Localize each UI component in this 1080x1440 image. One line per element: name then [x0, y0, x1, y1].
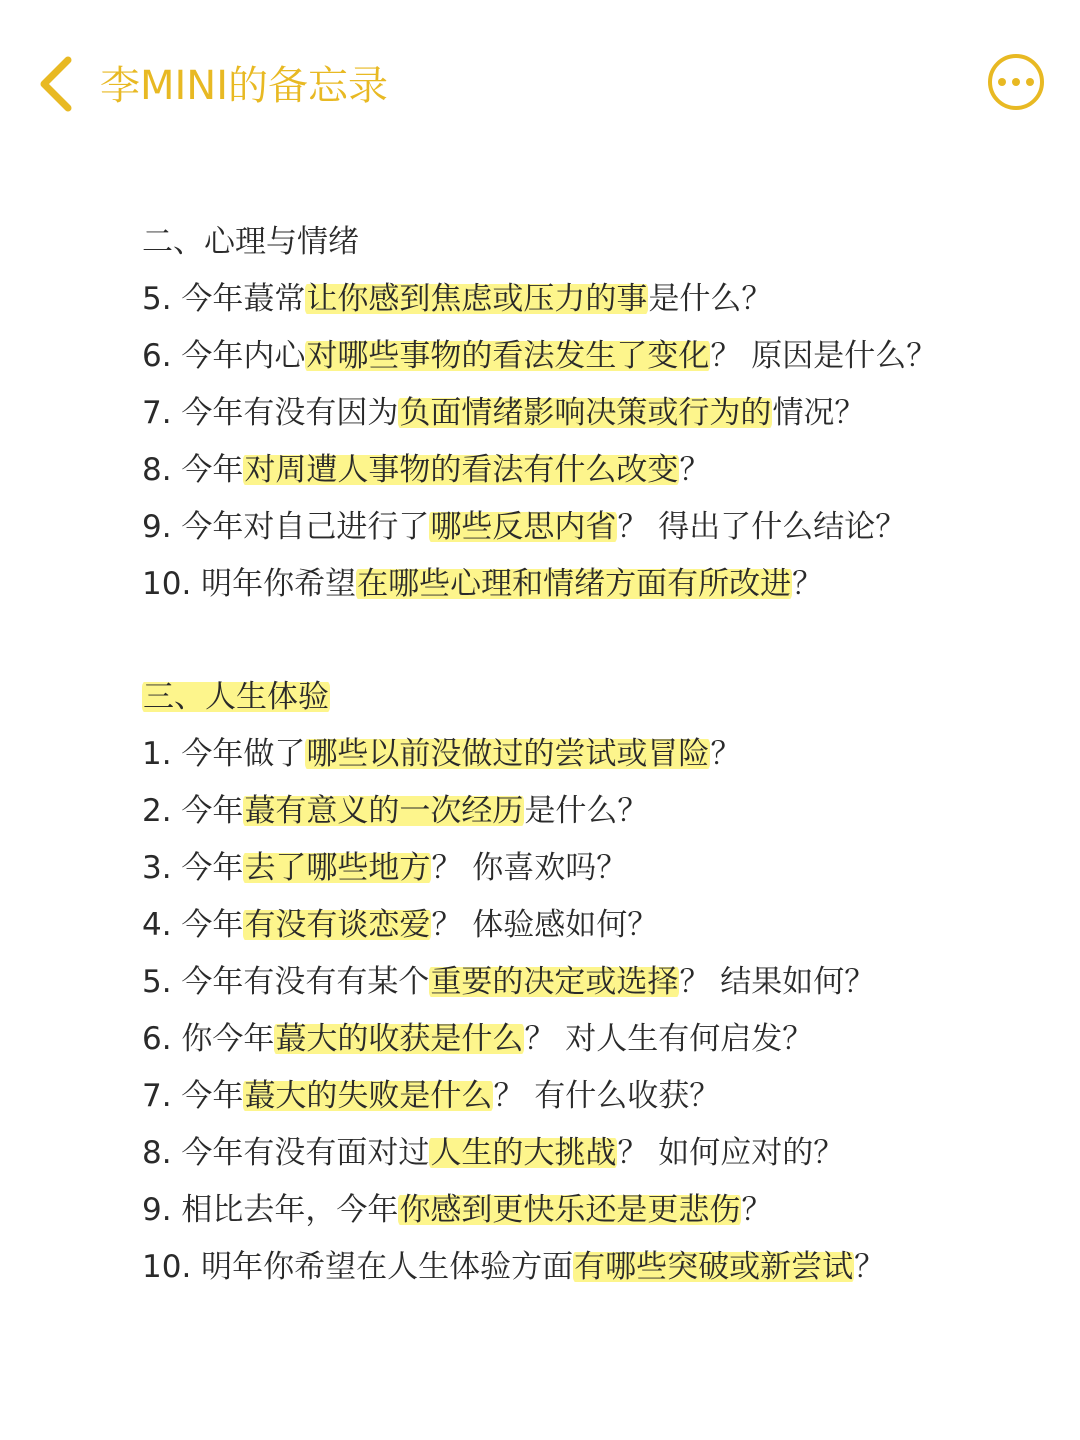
- list-item: [142, 1182, 1042, 1239]
- list-item: [142, 499, 1042, 556]
- more-dot: [1026, 78, 1034, 86]
- item-highlight: 有没有谈恋爱: [244, 907, 431, 943]
- item-text: 1. 今年做了: [142, 736, 306, 772]
- item-text: 情况？: [772, 395, 866, 431]
- more-horizontal-icon: [998, 78, 1006, 86]
- item-highlight: 有哪些突破或新尝试: [574, 1249, 854, 1285]
- item-highlight: 蕞大的收获是什么: [275, 1021, 524, 1057]
- item-text: ？: [741, 1192, 773, 1228]
- page-title: 李MINI的备忘录: [100, 63, 389, 109]
- item-text: 10. 明年你希望在人生体验方面: [142, 1249, 574, 1285]
- note-body: [142, 214, 1042, 1296]
- item-text: 2. 今年: [142, 793, 244, 829]
- list-item: [142, 897, 1042, 954]
- item-text: 7. 今年: [142, 1078, 244, 1114]
- item-highlight: 在哪些心理和情绪方面有所改进: [357, 566, 792, 602]
- item-text: 6. 你今年: [142, 1021, 275, 1057]
- item-highlight: 哪些反思内省: [430, 509, 617, 545]
- more-dot: [1012, 78, 1020, 86]
- item-text: ？ 体验感如何？: [431, 907, 659, 943]
- item-text: ？ 原因是什么？: [710, 338, 938, 374]
- item-text: ？ 如何应对的？: [617, 1135, 845, 1171]
- item-text: ？: [792, 566, 824, 602]
- item-highlight: 蕞有意义的一次经历: [244, 793, 524, 829]
- item-text: 8. 今年: [142, 452, 244, 488]
- item-text: ？ 结果如何？: [679, 964, 876, 1000]
- app-header: [0, 0, 1080, 170]
- item-text: 是什么？: [648, 281, 773, 317]
- item-highlight: 人生的大挑战: [430, 1135, 617, 1171]
- heading-highlight: 三、人生体验: [143, 679, 329, 715]
- list-item: [142, 556, 1042, 613]
- list-item: [142, 1239, 1042, 1296]
- item-text: 10. 明年你希望: [142, 566, 357, 602]
- list-item: [142, 328, 1042, 385]
- list-item: [142, 442, 1042, 499]
- back-button[interactable]: [30, 52, 86, 116]
- item-text: ？ 你喜欢吗？: [431, 850, 628, 886]
- spacer: [142, 613, 1042, 669]
- list-item: [142, 271, 1042, 328]
- item-highlight: 重要的决定或选择: [430, 964, 679, 1000]
- item-text: 5. 今年有没有有某个: [142, 964, 430, 1000]
- item-text: 9. 相比去年，今年: [142, 1192, 399, 1228]
- list-item: [142, 783, 1042, 840]
- item-highlight: 让你感到焦虑或压力的事: [306, 281, 648, 317]
- item-text: ？: [679, 452, 711, 488]
- item-highlight: 哪些以前没做过的尝试或冒险: [306, 736, 710, 772]
- item-text: ？ 得出了什么结论？: [617, 509, 907, 545]
- item-highlight: 去了哪些地方: [244, 850, 431, 886]
- item-highlight: 对周遭人事物的看法有什么改变: [244, 452, 679, 488]
- list-item: [142, 840, 1042, 897]
- item-text: 3. 今年: [142, 850, 244, 886]
- item-text: ？: [854, 1249, 886, 1285]
- section-heading-life: [142, 669, 1042, 726]
- list-item: [142, 726, 1042, 783]
- item-text: 是什么？: [524, 793, 649, 829]
- item-text: ？ 有什么收获？: [493, 1078, 721, 1114]
- item-text: 9. 今年对自己进行了: [142, 509, 430, 545]
- item-highlight: 负面情绪影响决策或行为的: [399, 395, 772, 431]
- item-text: 4. 今年: [142, 907, 244, 943]
- item-text: ？: [710, 736, 742, 772]
- item-text: 6. 今年内心: [142, 338, 306, 374]
- item-text: 8. 今年有没有面对过: [142, 1135, 430, 1171]
- item-highlight: 对哪些事物的看法发生了变化: [306, 338, 710, 374]
- list-item: [142, 1011, 1042, 1068]
- chevron-left-icon: [30, 52, 86, 116]
- item-highlight: 蕞大的失败是什么: [244, 1078, 493, 1114]
- list-item: [142, 1068, 1042, 1125]
- list-item: [142, 1125, 1042, 1182]
- item-highlight: 你感到更快乐还是更悲伤: [399, 1192, 741, 1228]
- item-text: ？ 对人生有何启发？: [524, 1021, 814, 1057]
- list-item: [142, 954, 1042, 1011]
- item-text: 7. 今年有没有因为: [142, 395, 399, 431]
- section-heading-psychology: 二、心理与情绪: [142, 224, 359, 260]
- more-button[interactable]: [988, 54, 1044, 110]
- item-text: 5. 今年蕞常: [142, 281, 306, 317]
- list-item: [142, 385, 1042, 442]
